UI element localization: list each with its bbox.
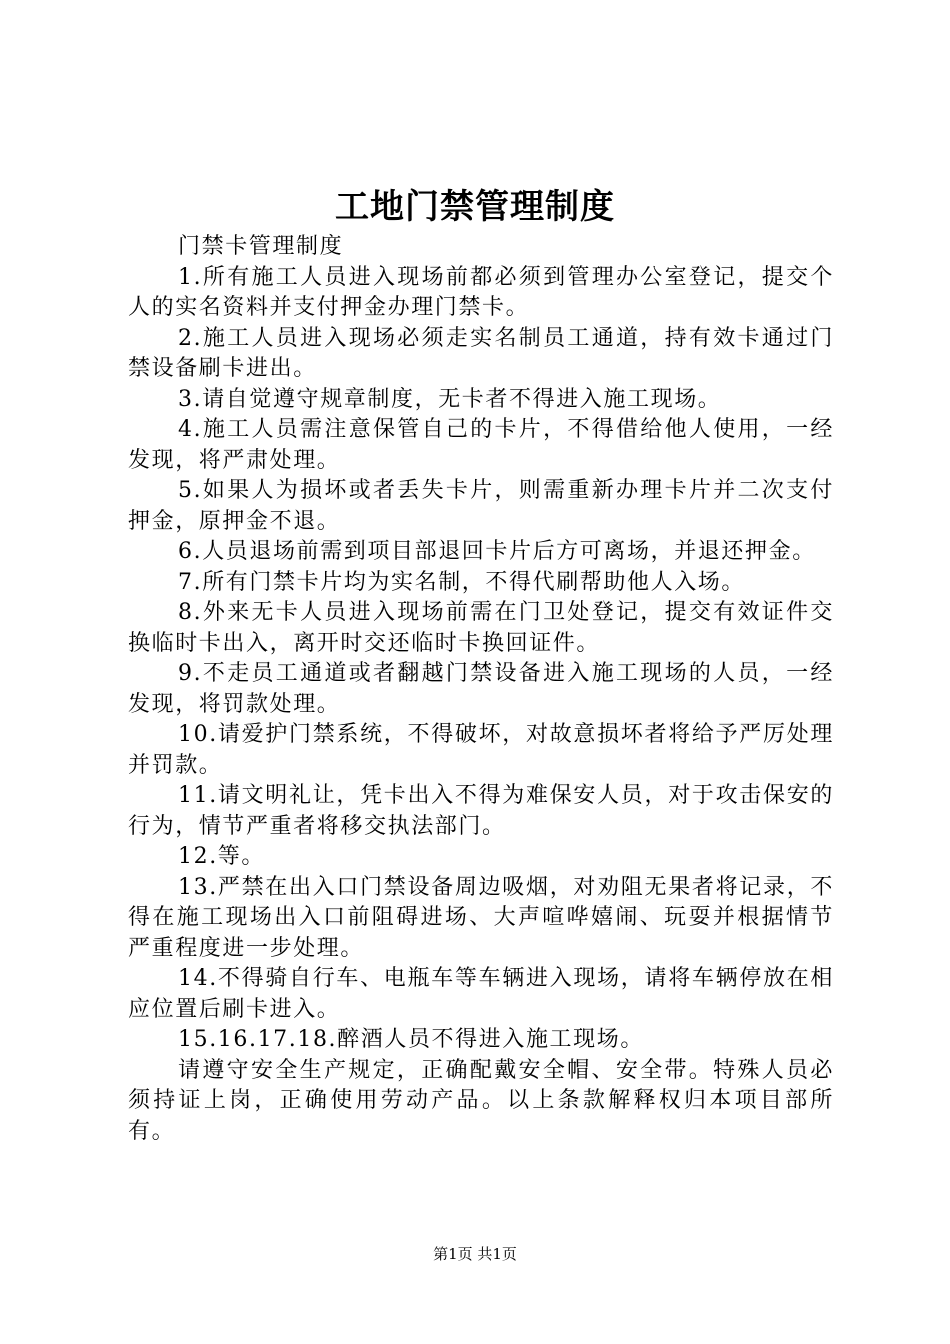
paragraph-item-7: 7.所有门禁卡片均为实名制，不得代刷帮助他人入场。 (178, 569, 745, 595)
paragraph-item-13: 13.严禁在出入口门禁设备周边吸烟，对劝阻无果者将记录，不得在施工现场出入口前阻碍进场、大声喧哗嬉闹、玩耍并根据情节严重程度进一步处理。 (128, 874, 834, 961)
paragraph-closing: 请遵守安全生产规定，正确配戴安全帽、安全带。特殊人员必须持证上岗，正确使用劳动产品。以上条款解释权归本项目部所有。 (128, 1057, 834, 1144)
paragraph-item-10: 10.请爱护门禁系统，不得破坏，对故意损坏者将给予严厉处理并罚款。 (128, 722, 834, 778)
paragraph-item-14: 14.不得骑自行车、电瓶车等车辆进入现场，请将车辆停放在相应位置后刷卡进入。 (128, 966, 834, 1022)
paragraph-item-6: 6.人员退场前需到项目部退回卡片后方可离场，并退还押金。 (178, 539, 816, 564)
paragraph-item-8: 8.外来无卡人员进入现场前需在门卫处登记，提交有效证件交换临时卡出入，离开时交还临时卡换回证件。 (128, 600, 834, 656)
document-body (128, 232, 834, 1147)
paragraph-item-12: 12.等。 (178, 844, 265, 869)
paragraph-item-1: 1.所有施工人员进入现场前都必须到管理办公室登记，提交个人的实名资料并支付押金办理门禁卡。 (128, 264, 834, 320)
paragraph-heading: 门禁卡管理制度 (178, 234, 344, 259)
paragraph-item-3: 3.请自觉遵守规章制度，无卡者不得进入施工现场。 (178, 386, 722, 412)
paragraph-item-15-18: 15.16.17.18.醉酒人员不得进入施工现场。 (178, 1027, 644, 1052)
paragraph-item-4: 4.施工人员需注意保管自己的卡片，不得借给他人使用，一经发现，将严肃处理。 (128, 417, 834, 473)
paragraph-item-5: 5.如果人为损坏或者丢失卡片，则需重新办理卡片并二次支付押金，原押金不退。 (128, 478, 834, 534)
paragraph-item-2: 2.施工人员进入现场必须走实名制员工通道，持有效卡通过门禁设备刷卡进出。 (128, 325, 834, 381)
document-title: 工地门禁管理制度 (335, 187, 615, 227)
paragraph-item-11: 11.请文明礼让，凭卡出入不得为难保安人员，对于攻击保安的行为，情节严重者将移交执法部门。 (128, 783, 834, 839)
page-footer: 第1页 共1页 (433, 1245, 517, 1263)
paragraph-item-9: 9.不走员工通道或者翻越门禁设备进入施工现场的人员，一经发现，将罚款处理。 (128, 661, 834, 717)
